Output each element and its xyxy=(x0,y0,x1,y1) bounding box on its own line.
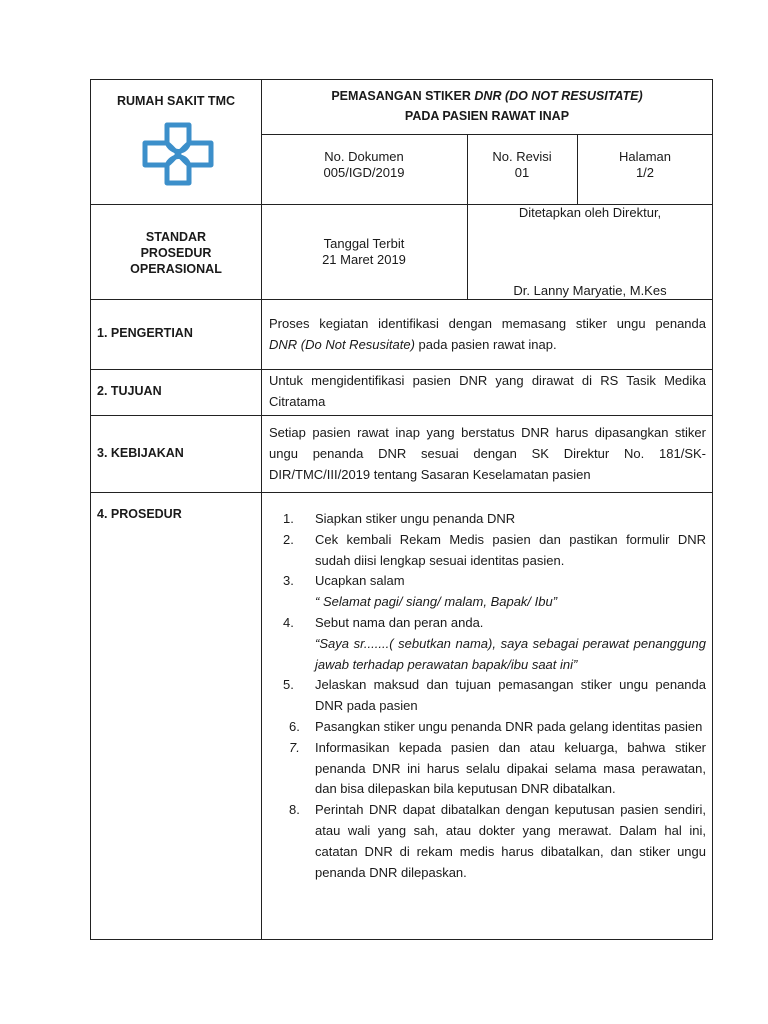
step-number: 7. xyxy=(289,739,300,755)
step-text: Cek kembali Rekam Medis pasien dan pastikan formulir DNR sudah diisi lengkap sesuai identitas pasien. xyxy=(315,531,706,568)
procedure-step xyxy=(271,717,706,738)
sop-line-1: STANDAR xyxy=(145,230,207,244)
title-prefix: PEMASANGAN STIKER xyxy=(331,89,475,103)
procedure-step xyxy=(271,800,706,883)
step-text: Pasangkan stiker ungu penanda DNR pada gelang identitas pasien xyxy=(315,718,703,734)
pengertian-line-2: pada pasien rawat inap. xyxy=(414,337,557,352)
step-text: Ucapkan salam xyxy=(315,573,405,589)
step-number: 3. xyxy=(283,573,294,589)
tujuan-line-1: Untuk mengidentifikasi pasien DNR yang dirawat di RS Tasik Medika xyxy=(269,373,706,388)
procedure-list xyxy=(271,509,706,883)
kebijakan-line-1: Setiap pasien rawat inap yang berstatus DNR harus dipasangkan stiker xyxy=(269,425,706,440)
hospital-cross-logo-icon xyxy=(141,121,215,187)
pengertian-line-1: Proses kegiatan identifikasi dengan memasang stiker ungu penanda xyxy=(269,316,706,331)
approved-by-label: Ditetapkan oleh Direktur, xyxy=(518,205,662,220)
kebijakan-text xyxy=(269,422,706,485)
procedure-step xyxy=(271,530,706,572)
kebijakan-line-2: ungu penanda DNR sesuai dengan SK Direktur No. 181/SK- xyxy=(269,446,706,461)
step-text: Jelaskan maksud dan tujuan pemasangan stiker ungu penanda DNR pada pasien xyxy=(315,677,706,714)
procedure-steps xyxy=(271,509,706,883)
section-label-pengertian: 1. PENGERTIAN xyxy=(97,326,193,340)
hospital-logo xyxy=(141,121,215,187)
procedure-step xyxy=(271,571,706,613)
hospital-name: RUMAH SAKIT TMC xyxy=(116,94,236,108)
page-value: 1/2 xyxy=(635,165,655,180)
section-label-kebijakan: 3. KEBIJAKAN xyxy=(97,446,184,460)
revision-value: 01 xyxy=(514,165,530,180)
step-quote: “Saya sr.......( sebutkan nama), saya sebagai perawat penanggung jawab terhadap perawatan bapak/ibu saat ini” xyxy=(315,635,706,672)
tujuan-text xyxy=(269,370,706,412)
step-text: Informasikan kepada pasien dan atau keluarga, bahwa stiker penanda DNR ini harus selalu dipakai selama masa perawatan, dan bisa dilepaskan bila keputusan DNR dibatalkan. xyxy=(315,739,706,797)
row-divider xyxy=(91,299,713,300)
doc-number-value: 005/IGD/2019 xyxy=(323,165,405,180)
procedure-step xyxy=(271,675,706,717)
step-number: 1. xyxy=(283,511,294,526)
kebijakan-line-3: DIR/TMC/III/2019 tentang Sasaran Keselamatan pasien xyxy=(269,467,591,482)
sop-document xyxy=(90,79,713,940)
step-number: 5. xyxy=(283,677,294,693)
title-italic: DNR (DO NOT RESUSITATE) xyxy=(474,89,643,103)
step-number: 6. xyxy=(289,718,300,734)
page-label: Halaman xyxy=(618,149,672,164)
row-divider xyxy=(91,415,713,416)
step-text: Siapkan stiker ungu penanda DNR xyxy=(315,511,516,526)
step-number: 8. xyxy=(289,802,300,818)
procedure-step xyxy=(271,509,706,530)
sop-label xyxy=(91,229,261,277)
director-name: Dr. Lanny Maryatie, M.Kes xyxy=(513,283,667,298)
issued-date: 21 Maret 2019 xyxy=(322,252,406,267)
section-label-prosedur: 4. PROSEDUR xyxy=(97,507,182,521)
row-divider xyxy=(91,492,713,493)
step-quote: “ Selamat pagi/ siang/ malam, Bapak/ Ibu” xyxy=(315,594,558,610)
section-label-tujuan: 2. TUJUAN xyxy=(97,384,162,398)
pengertian-text xyxy=(269,313,706,355)
procedure-step xyxy=(271,738,706,800)
row-divider xyxy=(261,134,713,135)
column-divider xyxy=(261,80,262,940)
revision-label: No. Revisi xyxy=(492,149,552,164)
procedure-step xyxy=(271,613,706,675)
step-number: 4. xyxy=(283,614,294,630)
pengertian-italic: DNR (Do Not Resusitate) xyxy=(269,337,415,352)
doc-number-label: No. Dokumen xyxy=(324,149,404,164)
sop-line-2: PROSEDUR xyxy=(140,246,212,260)
step-text: Perintah DNR dapat dibatalkan dengan keputusan pasien sendiri, atau wali yang sah, atau dokter yang merawat. Dalam hal ini, catatan DNR di rekam medis harus dibatalkan, dan stiker ungu penanda DNR dilepaskan. xyxy=(315,802,706,880)
issued-label: Tanggal Terbit xyxy=(323,236,405,251)
sop-line-3: OPERASIONAL xyxy=(130,262,222,276)
step-text: Sebut nama dan peran anda. xyxy=(315,614,484,630)
document-title xyxy=(261,89,713,103)
tujuan-line-2: Citratama xyxy=(269,394,326,409)
document-title-line2: PADA PASIEN RAWAT INAP xyxy=(404,109,570,123)
step-number: 2. xyxy=(283,531,294,547)
